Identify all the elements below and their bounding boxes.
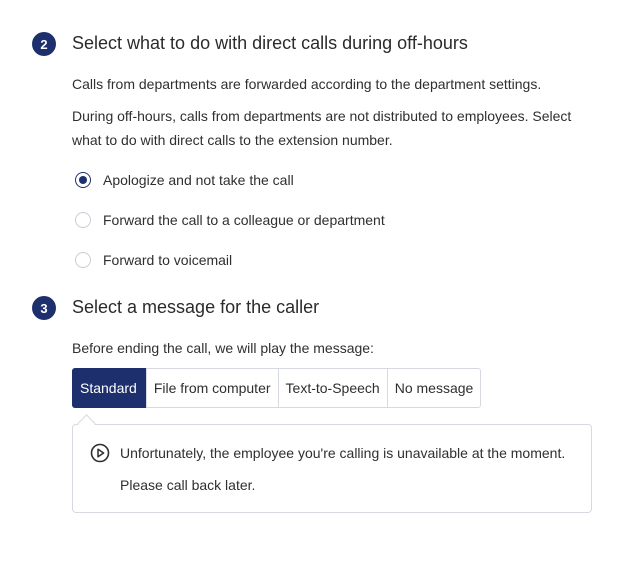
tab-standard[interactable]: Standard — [72, 368, 146, 408]
radio-button[interactable] — [75, 252, 91, 268]
radio-button[interactable] — [75, 212, 91, 228]
option-forward-colleague[interactable] — [75, 212, 385, 228]
step-2-title: Select what to do with direct calls during off-hours — [72, 33, 468, 53]
tab-text-to-speech[interactable]: Text-to-Speech — [278, 369, 387, 407]
radio-dot — [79, 176, 87, 184]
tab-file-from-computer[interactable]: File from computer — [146, 369, 278, 407]
message-text-line-1: Unfortunately, the employee you're calling is unavailable at the moment. — [120, 445, 566, 461]
option-label: Forward to voicemail — [103, 252, 233, 268]
option-forward-voicemail[interactable] — [75, 252, 232, 268]
message-text-line-2: Please call back later. — [120, 477, 256, 493]
off-hours-description: During off-hours, calls from departments are not distributed to employees. Select what to do with direct calls to the extension number. — [72, 108, 572, 148]
play-circle-icon[interactable] — [90, 443, 110, 463]
tab-no-message[interactable]: No message — [387, 369, 481, 407]
option-label: Apologize and not take the call — [103, 172, 294, 188]
message-note: Before ending the call, we will play the message: — [72, 340, 374, 356]
option-label: Forward the call to a colleague or department — [103, 212, 385, 228]
radio-button-checked[interactable] — [75, 172, 91, 188]
message-type-tabs — [72, 368, 481, 408]
option-apologize[interactable] — [75, 172, 294, 188]
department-forward-note: Calls from departments are forwarded according to the department settings. — [72, 76, 542, 92]
message-preview-box — [72, 424, 592, 513]
step-number-badge: 3 — [32, 296, 56, 320]
step-number-badge: 2 — [32, 32, 56, 56]
step-3-title: Select a message for the caller — [72, 297, 320, 317]
